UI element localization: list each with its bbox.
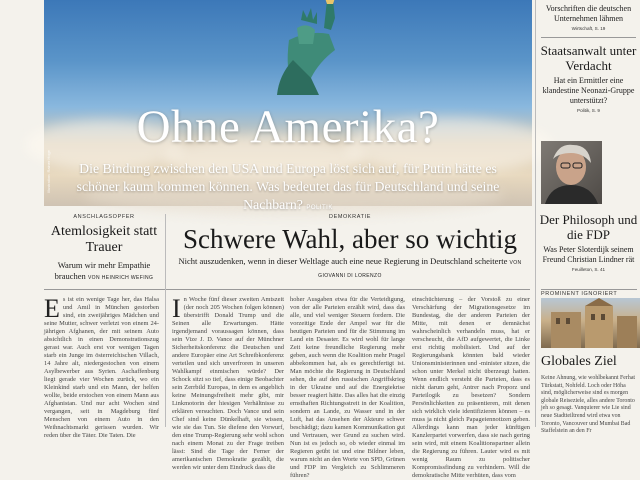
left-story-kicker: ANSCHLAGSOPFER [73, 214, 135, 220]
sidebar-story2-headline[interactable]: Der Philosoph und die FDP [539, 212, 638, 242]
building-photo-icon [541, 298, 640, 348]
sidebar-story2 [537, 212, 640, 272]
left-story-subline-text: Warum wir mehr Empathie brauchen [54, 260, 151, 281]
sidebar-story3 [541, 354, 637, 369]
main-story-author: VON GIOVANNI DI LORENZO [318, 260, 522, 279]
philosopher-portrait [541, 141, 602, 204]
left-story-headline[interactable]: Atemlosigkeit statt Trauer [50, 224, 158, 255]
main-story [170, 214, 530, 282]
main-story-col-1-text: n Woche fünf dieser zweiten Amtszeit (der noch 205 Wochen folgen können) überstrifft Donald Trump und die Seinen alle Erwartungen. Hätte irgendjemand voraussagen können, dass sein Vize J. D. Vance auf der Münchner Sicherheitskonferenz die Deutschen und andere Europäer eine Art Schreibkonferenz verteilen und sich unverfroren in unseren Wahlkampf einmischen würde? Der Schock sitzt so tief, dass einige Beobachter sein Zerrbild Europas, in dem es angeblich keine Meinungsfreiheit mehr gibt, mir Linkmotorin der hiesigen Verhältnisse zu erklären versuchten. Doch Vance und sein Chef sind keine Dünkelhaft, sie wissen, wie sie das Tun. Sie diefene den Vorwurf, den eine Trump-Regierung sehr wohl schon nach einem Monat zu der Frage treiben lässt: Sind die Tage der Ferner der amerikanischen Demokratie gezählt, die werden wir unter dem Eindruck dass die [172, 296, 284, 471]
main-story-subline [170, 256, 530, 282]
hero-teaser-tag: POLITIK [306, 205, 333, 211]
left-story [44, 214, 164, 284]
main-story-subline-text: Nicht auszudenken, wenn in dieser Weltlage auch eine neue Regierung in Deutschland scheiterte [178, 256, 508, 266]
left-story-body [44, 294, 159, 439]
sidebar-story1-sub: Hat ein Ermittler eine klandestine Neonazi-Gruppe unterstützt? [542, 76, 635, 105]
main-story-dropcap: I [172, 294, 181, 323]
hero-teaser-text: Die Bindung zwischen den USA und Europa löst sich auf, für Putin hätte es schöner kaum kommen können. Was bedeutet das für Deutschland und seine Nachbarn? [76, 161, 500, 212]
sidebar-story2-sub: Was Peter Sloterdijk seinem Freund Christian Lindner rät [542, 245, 635, 264]
main-story-col-2-text: hoher Ausgaben etwa für die Verteidigung, von der alle Parteien erzählt wird, dass das alle, und viel weniger Steuern fordern. Die vorzeitige Ende der Ampel war für die heutigen Parteien und für die Stimmung im Land ein Desaster. Es wird wohl für lange Zeit keine freundliche Regierung mehr geben, auch wenn die Koalition mehr Pragel abbekommen hat, als es gerechtfertigt ist. Man möchte die Regierung in Deutschland sehen, die auf den russischen Angriffskrieg in der Ukraine und auf die Energiekrise besser reagiert hätte. Das alles hat die einzig ernsthaften Richtungsstreit in der Koalition, sondern an Lande, zu Wasser und in der Luft, hat das Ansehen der Akteure schwer beschädigt; dazu kamen Kommunikation gut und Vertrauen, wer Grund zu suchen wird. Nun ist es jedoch so, ob wieder einmal im Regieren geübt ist und eine Bildner leben, warum nicht an den Worte von SPD, Grünen und FDP im Vergleich zu Schlimmeren führen? [290, 296, 405, 479]
sidebar-story1-ref: Politik, S. 9 [577, 108, 600, 113]
hero-headline[interactable]: Ohne Amerika? [136, 101, 440, 153]
sidebar-top-snippet[interactable]: Vorschriften die deutschen Unternehmen lähmen [545, 4, 632, 23]
main-story-col-3 [412, 296, 530, 479]
hero-teaser [64, 160, 512, 217]
left-story-subline [44, 260, 164, 284]
image-credit: Illustration: Rainer Hoge [46, 150, 51, 193]
left-story-body-text: s ist ein wenige Tage her, das Halsa und Amil in München gestorben sind, ein zweijähriges Mädchen und seine Mutter, schwer verletzt von einem 24-jährigen Afghanen, der mit seinem Auto absichtlich in einen Demonstrationszug gerast war. Auch erst vor wenigen Tagen starb ein Junge im österreichischen Villach, 14 Jahre alt, niedergestochen von einem Asylbewerber aus Syrien. Aschaffenburg liegt gerade vier Wochen zurück, wo ein Kleinkind starb und ein Mann, der helfen wollte, beide erstochen von einem Mann aus Afghanistan. Und nur acht Wochen sind vergangen, seit in Magdeburg fünf Menschen von einem Auto in den Weihnachtsmarkt gerissen wurden. Wir reden über die Täter. Die Taten. Die [44, 296, 159, 439]
main-story-headline[interactable]: Schwere Wahl, aber so wichtig [183, 224, 517, 254]
sidebar-divider [535, 0, 536, 427]
column-divider [165, 214, 166, 427]
sidebar-rule [541, 37, 636, 38]
left-story-author: VON HEINRICH WEFING [87, 275, 154, 281]
main-story-col-2 [290, 296, 405, 479]
sidebar [537, 0, 640, 113]
travel-photo [541, 298, 640, 348]
sidebar-rule-2 [541, 289, 637, 290]
sidebar-story3-kicker: PROMINENT IGNORIERT [541, 291, 618, 297]
sidebar-story2-ref: Feuilleton, S. 41 [571, 267, 606, 272]
sidebar-story3-headline[interactable]: Globales Ziel [541, 354, 617, 369]
hero-illustration [44, 0, 532, 212]
main-story-col-1 [172, 294, 284, 471]
divider-rule [44, 289, 530, 290]
portrait-photo-icon [541, 141, 602, 204]
main-story-kicker: DEMOKRATIE [329, 214, 371, 220]
main-story-col-3-text: einschüchterung – der Vorstoß zu einer Verschärfung der Migrationsgesetze im Bundestag, die der anderen Parteien der Mitte, mit denen er demnächst wahrscheinlich verhandeln muss, hat er verscheucht, die AfD aufgewertet, die Linke erst richtig mobilisiert. Und auf der Regierungsbank könnten bald wieder Unionsministerinnen und -minister sitzen, die schon unter Merkel nicht überzeugt hatten. Wenn endlich versteht die Parteien, dass es nicht darum geht, Antrer nach Proporz und Parteilogik zu besetzen? Sondern Persönlichkeiten zu präsentieren, mit denen sich wirklich viele identifizieren können – es muss ja nicht gleich Papageiennotizen geben. Allerdings kann man jeder künftigen Kanzlerpartei vorwerfen, dass sie nach gering sein wird, mit einem Koalitionspartner allein die Regierung zu führen. Lauter wird es mit wenig Raum zu politischer Kompromissfindung zu verhindern. Will die demokratische Mitte verhüten, dass vom [412, 296, 530, 479]
sidebar-story3-body [541, 375, 637, 436]
sidebar-story3-body-text: Keine Ahnung, wie wohlbekannt Ferhat Türkstatt, Nohfeld. Loch oder Höha sind, möglicherweise sind es morgen globale Reiseziele, alles andere Toronto jeh so gesagt. Vanquierer wie Lie sind neue Stadtteiltrend wird etwa von Toronto, Vancouver und Mumbai Bad Staffelstein an den Fr [541, 375, 636, 435]
sidebar-top-ref: Wirtschaft, S. 19 [571, 26, 606, 31]
sidebar-story1-headline[interactable]: Staatsanwalt unter Verdacht [540, 43, 637, 73]
statue-of-liberty-icon [249, 0, 369, 95]
left-story-dropcap: E [44, 294, 60, 323]
